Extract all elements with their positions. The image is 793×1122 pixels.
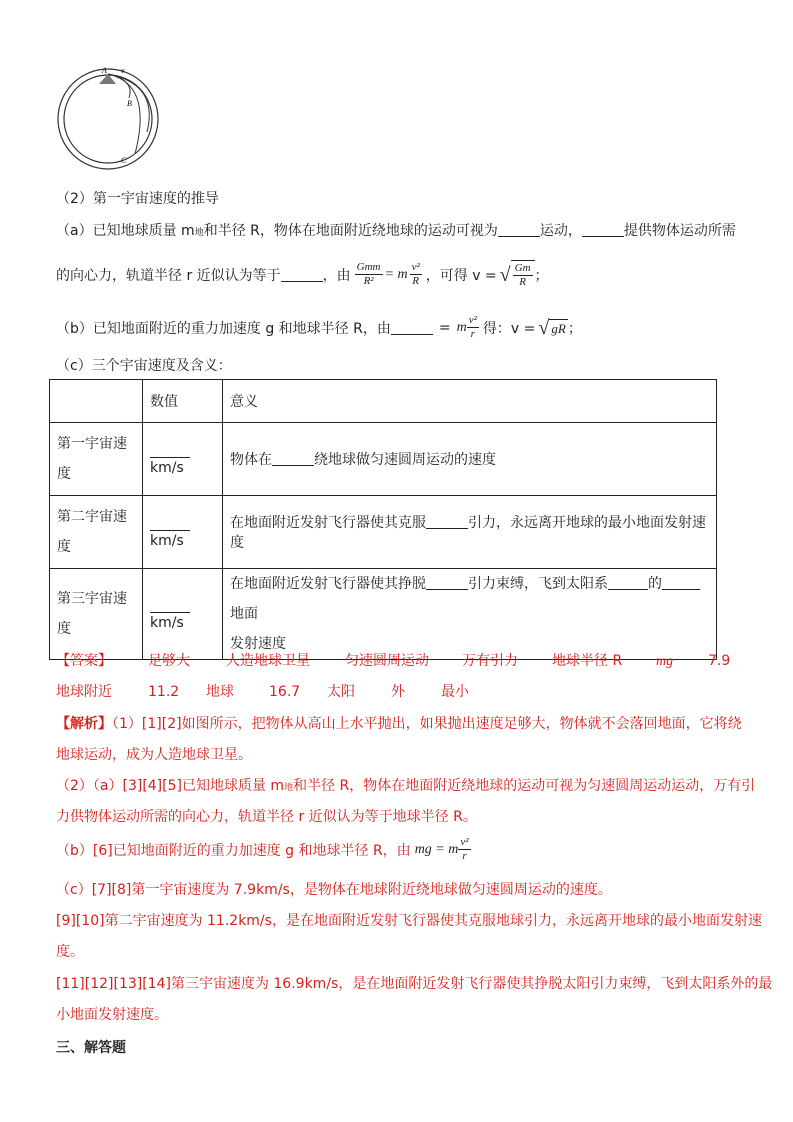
section2-b-line: [56, 314, 582, 341]
eq-mid: = m: [384, 266, 408, 282]
answer-item: 地球: [206, 684, 234, 700]
a-line2-t3: ，可得 v =: [425, 267, 497, 284]
answer-item: 地球半径 R: [552, 653, 623, 669]
analysis-p2a: （2）（a）[3][4][5]已知地球质量 m地和半径 R，物体在地面附近绕地球的运动可视为匀速圆周运动运动，万有引: [56, 778, 756, 794]
label-a: A: [102, 66, 107, 75]
label-b: B: [127, 99, 132, 108]
a-prefix: （a）: [56, 223, 93, 239]
blank-meaning[interactable]: [426, 514, 468, 529]
speed-meaning: 在地面附近发射飞行器使其挣脱 引力束缚，飞到太阳系 的地面 发射速度: [223, 569, 717, 660]
analysis-p6a: [11][12][13][14]第三宇宙速度为 16.9km/s，是在地面附近发射飞行器使其挣脱太阳引力束缚，飞到太阳系外的最: [56, 976, 773, 992]
blank-meaning[interactable]: [662, 575, 700, 590]
section3-title: 三、解答题: [56, 1040, 126, 1056]
orbit-diagram: [55, 62, 165, 174]
speed-value: km/s: [143, 569, 223, 660]
section2-a-line1: [56, 220, 736, 240]
b-fraction: $\frac{\text{v²}}{r}$: [468, 314, 477, 340]
section2-a-line2: [56, 260, 549, 289]
blank-meaning[interactable]: [426, 575, 468, 590]
analysis-p1a: 【解析】（1）[1][2]如图所示，把物体从高山上水平抛出，如果抛出速度足够大，物体就不会落回地面，它将绕: [56, 716, 742, 732]
answer-item: 最小: [441, 684, 469, 700]
a-t4: 提供物体运动所需: [623, 223, 736, 239]
b-prefix: （b）: [56, 320, 93, 337]
a-t1: 已知地球质量 m: [92, 223, 195, 239]
b-m: m: [456, 319, 467, 335]
answer-line1: [56, 650, 730, 670]
speed-name: 第一宇宙速度: [50, 423, 143, 496]
table-header-row: [50, 380, 717, 423]
a-line2-t1: 的向心力，轨道半径 r 近似认为等于: [56, 267, 281, 284]
a-line2-t2: ，由: [322, 267, 351, 284]
answer-item: 人造地球卫星: [226, 653, 310, 669]
answer-item: mg: [656, 654, 674, 669]
table-header-cell: 意义: [223, 380, 717, 423]
sqrt-expression: √ $\frac{Gm}{R}$: [500, 260, 535, 289]
answer-item: 万有引力: [462, 653, 518, 669]
speed-name: 第二宇宙速度: [50, 496, 143, 569]
speed-meaning: 物体在 绕地球做匀速圆周运动的速度: [223, 423, 717, 496]
b-end: ；: [567, 320, 582, 337]
table-row: [50, 569, 717, 660]
label-c: C: [121, 156, 127, 165]
a-t3: 运动，: [539, 223, 582, 239]
blank-value[interactable]: [150, 598, 190, 613]
analysis-p1b: 地球运动，成为人造地球卫星。: [56, 747, 252, 763]
analysis-label: 【解析】: [56, 716, 112, 732]
speed-meaning: 在地面附近发射飞行器使其克服 引力，永远离开地球的最小地面发射速度: [223, 496, 717, 569]
blank-meaning[interactable]: [272, 451, 314, 466]
answer-item: 7.9: [708, 653, 731, 669]
answer-line2: [56, 681, 469, 701]
answer-item: 16.7: [269, 684, 301, 700]
blank-motion[interactable]: [498, 222, 540, 237]
blank-radius[interactable]: [281, 267, 323, 282]
table-header-cell: [50, 380, 143, 423]
p3-fraction: $\frac{\text{v²}}{r}$: [460, 836, 469, 862]
blank-value[interactable]: [150, 516, 190, 531]
b-t2: =: [438, 319, 451, 336]
section2-title: （2）第一宇宙速度的推导: [56, 191, 219, 207]
table-row: [50, 496, 717, 569]
blank-meaning[interactable]: [608, 575, 648, 590]
a-line2-end: ；: [534, 267, 549, 284]
answer-label: 【答案】: [56, 653, 112, 669]
label-v: v: [121, 66, 125, 75]
analysis-p3: （b）[6]已知地面附近的重力加速度 g 和地球半径 R，由 mg = m $\frac{\text{v²}}{r}$: [56, 836, 469, 862]
analysis-p5b: 度。: [56, 944, 84, 960]
eq-right-fraction: $\frac{\text{v²}}{R}$: [411, 261, 420, 287]
b-t1: 已知地面附近的重力加速度 g 和地球半径 R，由: [92, 320, 391, 337]
speed-value: km/s: [143, 423, 223, 496]
answer-item: 外: [391, 684, 405, 700]
eq-left-fraction: $\frac{\text{Gmm}}{\text{R²}}$: [356, 261, 381, 287]
blank-value[interactable]: [150, 443, 190, 458]
analysis-p4: （c）[7][8]第一宇宙速度为 7.9km/s，是物体在地球附近绕地球做匀速圆周运动的速度。: [56, 882, 612, 898]
speed-name: 第三宇宙速度: [50, 569, 143, 660]
answer-item: 足够大: [148, 653, 190, 669]
b-t3: 得：v =: [482, 320, 536, 337]
b-sqrt: √ gR: [538, 316, 566, 339]
answer-item: 地球附近: [56, 684, 112, 700]
answer-item: 匀速圆周运动: [345, 653, 429, 669]
blank-force[interactable]: [582, 222, 624, 237]
table-header-cell: 数值: [143, 380, 223, 423]
answer-item: 11.2: [148, 684, 180, 700]
a-earth-sub: 地: [194, 228, 204, 238]
a-t2: 和半径 R，物体在地面附近绕地球的运动可视为: [203, 223, 498, 239]
answer-item: 太阳: [327, 684, 355, 700]
speed-value: km/s: [143, 496, 223, 569]
section2-c-title: （c）三个宇宙速度及含义：: [56, 358, 232, 374]
trajectory-c: [108, 74, 140, 154]
blank-gravity[interactable]: [391, 320, 433, 335]
analysis-p5a: [9][10]第二宇宙速度为 11.2km/s，是在地面附近发射飞行器使其克服地球引力，永远离开地球的最小地面发射速: [56, 913, 762, 929]
analysis-p2b: 力供物体运动所需的向心力，轨道半径 r 近似认为等于地球半径 R。: [56, 809, 477, 825]
cosmic-speed-table: [49, 379, 717, 660]
table-row: [50, 423, 717, 496]
analysis-p6b: 小地面发射速度。: [56, 1007, 168, 1023]
